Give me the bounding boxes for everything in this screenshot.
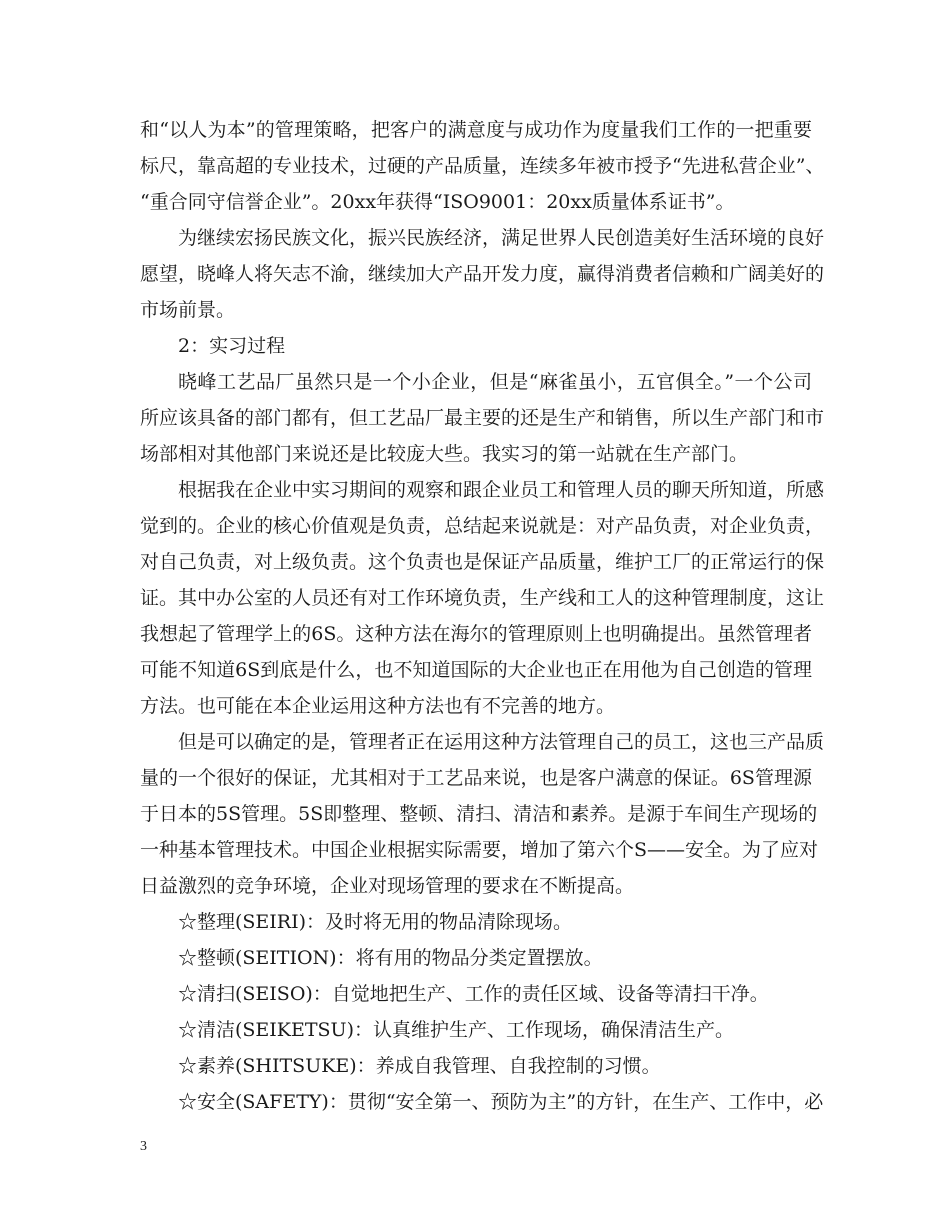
body-text-line: 方法。也可能在本企业运用这种方法也有不完善的地方。 xyxy=(140,695,616,717)
section-heading: 2：实习过程 xyxy=(178,335,286,357)
list-item: ☆素养(SHITSUKE)：养成自我管理、自我控制的习惯。 xyxy=(178,1055,661,1077)
body-text-line: 于日本的5S管理。5S即整理、整顿、清扫、清洁和素养。是源于车间生产现场的 xyxy=(140,803,818,825)
body-text-line: 标尺，靠高超的专业技术，过硬的产品质量，连续多年被市授予“先进私营企业”、 xyxy=(140,155,825,177)
list-item: ☆清扫(SEISO)：自觉地把生产、工作的责任区域、设备等清扫干净。 xyxy=(178,983,769,1005)
body-text-line: 一种基本管理技术。中国企业根据实际需要，增加了第六个S——安全。为了应对 xyxy=(140,839,819,861)
body-text-line: 但是可以确定的是，管理者正在运用这种方法管理自己的员工，这也三产品质 xyxy=(178,731,825,753)
list-item: ☆安全(SAFETY)：贯彻“安全第一、预防为主”的方针，在生产、工作中，必 xyxy=(178,1091,824,1113)
page-number: 3 xyxy=(140,1139,147,1154)
body-text-line: 市场前景。 xyxy=(140,299,236,321)
body-text-line: 为继续宏扬民族文化，振兴民族经济，满足世界人民创造美好生活环境的良好 xyxy=(178,227,825,249)
body-text-line: 日益激烈的竞争环境，企业对现场管理的要求在不断提高。 xyxy=(140,875,635,897)
list-item: ☆整顿(SEITION)：将有用的物品分类定置摆放。 xyxy=(178,947,603,969)
list-item: ☆清洁(SEIKETSU)：认真维护生产、工作现场，确保清洁生产。 xyxy=(178,1019,734,1041)
list-item: ☆整理(SEIRI)：及时将无用的物品清除现场。 xyxy=(178,911,573,933)
body-text-line: 和“以人为本”的管理策略，把客户的满意度与成功作为度量我们工作的一把重要 xyxy=(140,119,812,141)
body-text-line: 场部相对其他部门来说还是比较庞大些。我实习的第一站就在生产部门。 xyxy=(140,443,749,465)
body-text-line: 觉到的。企业的核心价值观是负责，总结起来说就是：对产品负责，对企业负责， xyxy=(140,515,825,537)
body-text-line: 根据我在企业中实习期间的观察和跟企业员工和管理人员的聊天所知道，所感 xyxy=(178,479,825,501)
body-text-line: 可能不知道6S到底是什么，也不知道国际的大企业也正在用他为自己创造的管理 xyxy=(140,659,812,681)
body-text-line: 我想起了管理学上的6S。这种方法在海尔的管理原则上也明确提出。虽然管理者 xyxy=(140,623,812,645)
body-text-line: 对自己负责，对上级负责。这个负责也是保证产品质量，维护工厂的正常运行的保 xyxy=(140,551,825,573)
body-text-line: 所应该具备的部门都有，但工艺品厂最主要的还是生产和销售，所以生产部门和市 xyxy=(140,407,825,429)
body-text-line: 晓峰工艺品厂虽然只是一个小企业，但是“麻雀虽小，五官俱全。”一个公司 xyxy=(178,371,812,393)
body-text-line: 证。其中办公室的人员还有对工作环境负责，生产线和工人的这种管理制度，这让 xyxy=(140,587,825,609)
body-text-line: 量的一个很好的保证，尤其相对于工艺品来说，也是客户满意的保证。6S管理源 xyxy=(140,767,812,789)
body-text-line: 愿望，晓峰人将矢志不渝，继续加大产品开发力度，赢得消费者信赖和广阔美好的 xyxy=(140,263,825,285)
body-text-line: “重合同守信誉企业”。20xx年获得“ISO9001：20xx质量体系证书”。 xyxy=(140,191,735,213)
